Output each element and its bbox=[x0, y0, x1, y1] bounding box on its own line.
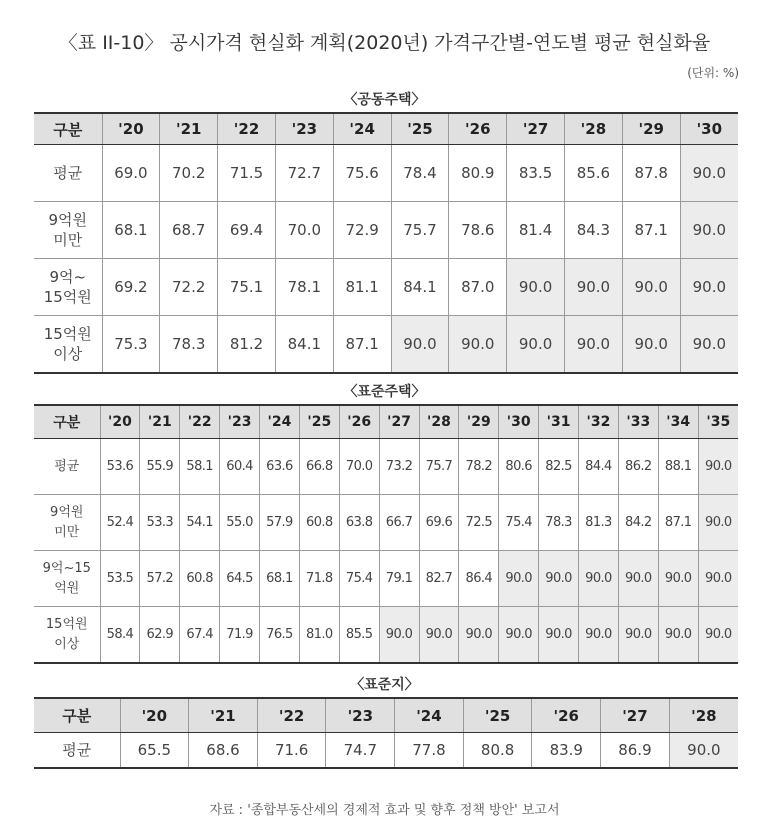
value-cell: 81.4 bbox=[507, 202, 565, 259]
value-cell: 90.0 bbox=[419, 607, 459, 664]
header-row bbox=[34, 113, 738, 145]
value-cell: 84.1 bbox=[391, 259, 449, 316]
value-cell: 81.2 bbox=[218, 316, 276, 374]
value-cell: 80.6 bbox=[499, 439, 539, 495]
header-row bbox=[34, 698, 738, 733]
apartment-table bbox=[34, 112, 738, 374]
value-cell: 69.6 bbox=[419, 495, 459, 551]
value-cell: 77.8 bbox=[395, 733, 464, 769]
year-header: '21 bbox=[140, 405, 180, 439]
year-header: '27 bbox=[379, 405, 419, 439]
value-cell: 83.9 bbox=[532, 733, 601, 769]
value-cell: 72.9 bbox=[333, 202, 391, 259]
row-label-line: 이상 bbox=[53, 345, 83, 363]
section-title-standard-house: 〈표준주택〉 bbox=[343, 384, 426, 400]
year-header: '35 bbox=[698, 405, 738, 439]
table-row bbox=[34, 733, 738, 769]
row-label bbox=[34, 551, 100, 607]
value-cell: 90.0 bbox=[579, 607, 619, 664]
table-title: 〈표 II-10〉 공시가격 현실화 계획(2020년) 가격구간별-연도별 평균 현실화율 bbox=[58, 32, 711, 54]
value-cell: 74.7 bbox=[326, 733, 395, 769]
value-cell: 69.2 bbox=[102, 259, 160, 316]
value-cell: 84.4 bbox=[579, 439, 619, 495]
year-header: '20 bbox=[100, 405, 140, 439]
value-cell: 69.0 bbox=[102, 145, 160, 202]
value-cell: 52.4 bbox=[100, 495, 140, 551]
year-header: '26 bbox=[339, 405, 379, 439]
row-label-line: 9억~ bbox=[49, 268, 87, 286]
year-header: '26 bbox=[449, 113, 507, 145]
year-header: '20 bbox=[120, 698, 189, 733]
row-label-line: 억원 bbox=[54, 580, 80, 596]
value-cell: 90.0 bbox=[391, 316, 449, 374]
value-cell: 75.7 bbox=[391, 202, 449, 259]
value-cell: 53.3 bbox=[140, 495, 180, 551]
row-label bbox=[34, 439, 100, 495]
value-cell: 69.4 bbox=[218, 202, 276, 259]
value-cell: 55.9 bbox=[140, 439, 180, 495]
value-cell: 82.5 bbox=[539, 439, 579, 495]
row-label-line: 평균 bbox=[53, 164, 83, 182]
value-cell: 90.0 bbox=[618, 607, 658, 664]
value-cell: 85.5 bbox=[339, 607, 379, 664]
value-cell: 90.0 bbox=[680, 202, 738, 259]
value-cell: 68.1 bbox=[102, 202, 160, 259]
value-cell: 78.6 bbox=[449, 202, 507, 259]
row-label-line: 15억원 bbox=[45, 616, 88, 632]
row-label bbox=[34, 316, 102, 374]
value-cell: 80.8 bbox=[463, 733, 532, 769]
value-cell: 63.6 bbox=[260, 439, 300, 495]
row-label-line: 9억~15 bbox=[42, 560, 91, 576]
value-cell: 87.1 bbox=[622, 202, 680, 259]
value-cell: 90.0 bbox=[680, 145, 738, 202]
value-cell: 86.9 bbox=[601, 733, 670, 769]
value-cell: 90.0 bbox=[499, 551, 539, 607]
value-cell: 75.7 bbox=[419, 439, 459, 495]
value-cell: 67.4 bbox=[180, 607, 220, 664]
year-header: '33 bbox=[618, 405, 658, 439]
value-cell: 90.0 bbox=[680, 259, 738, 316]
value-cell: 54.1 bbox=[180, 495, 220, 551]
value-cell: 90.0 bbox=[499, 607, 539, 664]
table-row bbox=[34, 202, 738, 259]
year-header: '24 bbox=[395, 698, 464, 733]
value-cell: 68.1 bbox=[260, 551, 300, 607]
header-row bbox=[34, 405, 738, 439]
value-cell: 71.8 bbox=[299, 551, 339, 607]
value-cell: 60.8 bbox=[180, 551, 220, 607]
year-header: '27 bbox=[601, 698, 670, 733]
value-cell: 90.0 bbox=[539, 607, 579, 664]
value-cell: 79.1 bbox=[379, 551, 419, 607]
source-note: 자료 : '종합부동산세의 경제적 효과 및 향후 정책 방안' 보고서 bbox=[209, 803, 560, 818]
value-cell: 90.0 bbox=[539, 551, 579, 607]
value-cell: 78.3 bbox=[160, 316, 218, 374]
value-cell: 60.4 bbox=[220, 439, 260, 495]
value-cell: 75.3 bbox=[102, 316, 160, 374]
row-label bbox=[34, 259, 102, 316]
value-cell: 57.2 bbox=[140, 551, 180, 607]
value-cell: 75.6 bbox=[333, 145, 391, 202]
row-label bbox=[34, 607, 100, 664]
value-cell: 72.2 bbox=[160, 259, 218, 316]
value-cell: 70.2 bbox=[160, 145, 218, 202]
header-label: 구분 bbox=[34, 405, 100, 439]
row-label bbox=[34, 733, 120, 769]
value-cell: 65.5 bbox=[120, 733, 189, 769]
value-cell: 76.5 bbox=[260, 607, 300, 664]
value-cell: 90.0 bbox=[507, 259, 565, 316]
standard-house-table bbox=[34, 404, 738, 664]
value-cell: 62.9 bbox=[140, 607, 180, 664]
value-cell: 90.0 bbox=[698, 439, 738, 495]
value-cell: 63.8 bbox=[339, 495, 379, 551]
value-cell: 90.0 bbox=[579, 551, 619, 607]
value-cell: 60.8 bbox=[299, 495, 339, 551]
year-header: '31 bbox=[539, 405, 579, 439]
row-label bbox=[34, 202, 102, 259]
standard-land-table bbox=[34, 697, 738, 769]
value-cell: 75.4 bbox=[339, 551, 379, 607]
year-header: '22 bbox=[257, 698, 326, 733]
year-header: '25 bbox=[391, 113, 449, 145]
value-cell: 90.0 bbox=[658, 607, 698, 664]
value-cell: 86.2 bbox=[618, 439, 658, 495]
value-cell: 90.0 bbox=[698, 551, 738, 607]
value-cell: 75.4 bbox=[499, 495, 539, 551]
value-cell: 90.0 bbox=[449, 316, 507, 374]
value-cell: 70.0 bbox=[275, 202, 333, 259]
table-row bbox=[34, 259, 738, 316]
value-cell: 90.0 bbox=[669, 733, 738, 769]
year-header: '25 bbox=[299, 405, 339, 439]
year-header: '23 bbox=[220, 405, 260, 439]
value-cell: 84.2 bbox=[618, 495, 658, 551]
row-label-line: 9억원 bbox=[48, 211, 88, 229]
row-label-line: 미만 bbox=[53, 231, 83, 249]
value-cell: 84.3 bbox=[565, 202, 623, 259]
value-cell: 71.5 bbox=[218, 145, 276, 202]
year-header: '23 bbox=[326, 698, 395, 733]
value-cell: 87.0 bbox=[449, 259, 507, 316]
year-header: '32 bbox=[579, 405, 619, 439]
value-cell: 78.1 bbox=[275, 259, 333, 316]
year-header: '22 bbox=[218, 113, 276, 145]
row-label-line: 평균 bbox=[62, 741, 92, 759]
value-cell: 90.0 bbox=[698, 607, 738, 664]
row-label-line: 15억원 bbox=[43, 325, 92, 343]
value-cell: 53.5 bbox=[100, 551, 140, 607]
year-header: '24 bbox=[260, 405, 300, 439]
value-cell: 84.1 bbox=[275, 316, 333, 374]
header-label: 구분 bbox=[34, 113, 102, 145]
value-cell: 78.3 bbox=[539, 495, 579, 551]
value-cell: 90.0 bbox=[565, 259, 623, 316]
year-header: '34 bbox=[658, 405, 698, 439]
value-cell: 81.1 bbox=[333, 259, 391, 316]
value-cell: 87.1 bbox=[658, 495, 698, 551]
row-label-line: 9억원 bbox=[50, 504, 84, 520]
value-cell: 71.6 bbox=[257, 733, 326, 769]
row-label-line: 이상 bbox=[54, 636, 80, 652]
year-header: '29 bbox=[459, 405, 499, 439]
year-header: '21 bbox=[189, 698, 258, 733]
value-cell: 90.0 bbox=[379, 607, 419, 664]
unit-label: (단위: %) bbox=[687, 66, 739, 80]
value-cell: 90.0 bbox=[680, 316, 738, 374]
value-cell: 87.1 bbox=[333, 316, 391, 374]
value-cell: 90.0 bbox=[622, 316, 680, 374]
value-cell: 78.2 bbox=[459, 439, 499, 495]
value-cell: 81.3 bbox=[579, 495, 619, 551]
value-cell: 58.1 bbox=[180, 439, 220, 495]
value-cell: 72.7 bbox=[275, 145, 333, 202]
year-header: '28 bbox=[565, 113, 623, 145]
year-header: '30 bbox=[499, 405, 539, 439]
header-label: 구분 bbox=[34, 698, 120, 733]
value-cell: 72.5 bbox=[459, 495, 499, 551]
table-row bbox=[34, 495, 738, 551]
value-cell: 55.0 bbox=[220, 495, 260, 551]
section-title-apartment: 〈공동주택〉 bbox=[343, 92, 426, 108]
row-label-line: 15억원 bbox=[43, 288, 92, 306]
year-header: '28 bbox=[419, 405, 459, 439]
year-header: '28 bbox=[669, 698, 738, 733]
value-cell: 78.4 bbox=[391, 145, 449, 202]
value-cell: 90.0 bbox=[618, 551, 658, 607]
table-row bbox=[34, 316, 738, 374]
year-header: '24 bbox=[333, 113, 391, 145]
section-title-standard-land: 〈표준지〉 bbox=[350, 677, 419, 693]
year-header: '27 bbox=[507, 113, 565, 145]
year-header: '30 bbox=[680, 113, 738, 145]
row-label-line: 미만 bbox=[54, 524, 80, 540]
value-cell: 75.1 bbox=[218, 259, 276, 316]
value-cell: 86.4 bbox=[459, 551, 499, 607]
table-row bbox=[34, 551, 738, 607]
table-row bbox=[34, 439, 738, 495]
value-cell: 90.0 bbox=[565, 316, 623, 374]
year-header: '26 bbox=[532, 698, 601, 733]
value-cell: 90.0 bbox=[658, 551, 698, 607]
value-cell: 53.6 bbox=[100, 439, 140, 495]
value-cell: 87.8 bbox=[622, 145, 680, 202]
value-cell: 70.0 bbox=[339, 439, 379, 495]
value-cell: 90.0 bbox=[622, 259, 680, 316]
row-label bbox=[34, 495, 100, 551]
value-cell: 88.1 bbox=[658, 439, 698, 495]
value-cell: 68.6 bbox=[189, 733, 258, 769]
value-cell: 66.8 bbox=[299, 439, 339, 495]
value-cell: 83.5 bbox=[507, 145, 565, 202]
value-cell: 90.0 bbox=[459, 607, 499, 664]
value-cell: 66.7 bbox=[379, 495, 419, 551]
value-cell: 58.4 bbox=[100, 607, 140, 664]
value-cell: 85.6 bbox=[565, 145, 623, 202]
value-cell: 81.0 bbox=[299, 607, 339, 664]
value-cell: 64.5 bbox=[220, 551, 260, 607]
year-header: '29 bbox=[622, 113, 680, 145]
value-cell: 90.0 bbox=[698, 495, 738, 551]
table-row bbox=[34, 607, 738, 664]
year-header: '25 bbox=[463, 698, 532, 733]
year-header: '23 bbox=[275, 113, 333, 145]
row-label bbox=[34, 145, 102, 202]
value-cell: 90.0 bbox=[507, 316, 565, 374]
value-cell: 57.9 bbox=[260, 495, 300, 551]
year-header: '21 bbox=[160, 113, 218, 145]
value-cell: 68.7 bbox=[160, 202, 218, 259]
row-label-line: 평균 bbox=[54, 458, 80, 474]
value-cell: 71.9 bbox=[220, 607, 260, 664]
value-cell: 80.9 bbox=[449, 145, 507, 202]
value-cell: 73.2 bbox=[379, 439, 419, 495]
table-row bbox=[34, 145, 738, 202]
value-cell: 82.7 bbox=[419, 551, 459, 607]
year-header: '22 bbox=[180, 405, 220, 439]
year-header: '20 bbox=[102, 113, 160, 145]
